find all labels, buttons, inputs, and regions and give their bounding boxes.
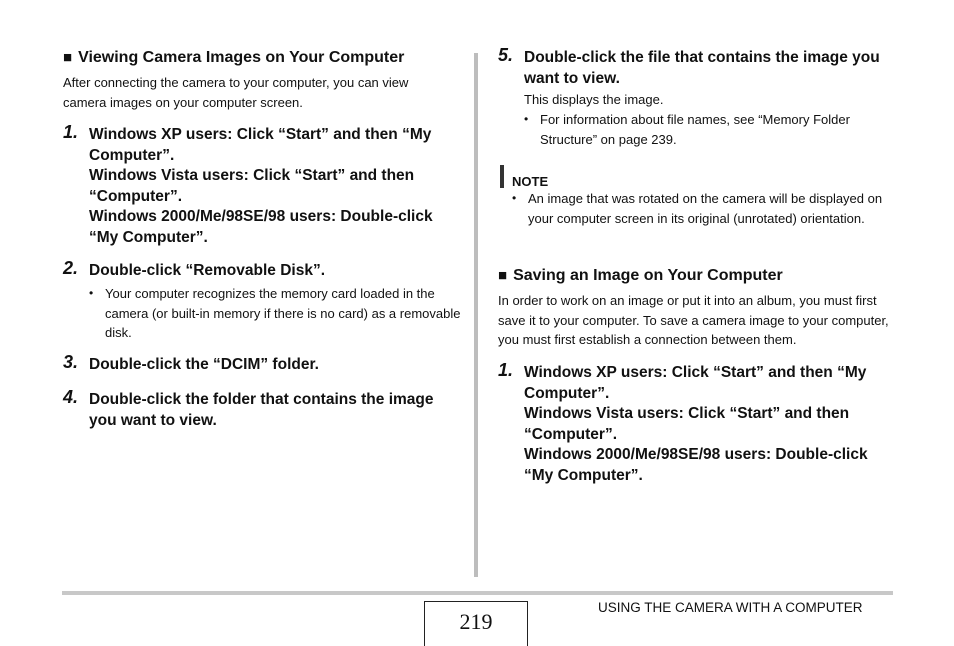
saving-step-line-vista: Windows Vista users: Click “Start” and then “Computer”. bbox=[524, 405, 850, 443]
footer-rule bbox=[62, 591, 893, 595]
step-2-bullet bbox=[89, 284, 461, 343]
step-number: 1. bbox=[63, 122, 79, 142]
step-2-text: Double-click “Removable Disk”. bbox=[89, 262, 326, 279]
step-5-body: This displays the image. bbox=[524, 92, 664, 107]
bullet-text: Your computer recognizes the memory card loaded in the camera (or built-in memory if there is no card) as a removable disk. bbox=[105, 286, 461, 340]
bullet-dot-icon: • bbox=[512, 191, 517, 205]
section-title-viewing bbox=[63, 48, 404, 68]
section-title-text: Saving an Image on Your Computer bbox=[513, 267, 783, 284]
saving-step-line-2000: Windows 2000/Me/98SE/98 users: Double-click “My Computer”. bbox=[524, 446, 868, 484]
step-5 bbox=[498, 45, 893, 89]
saving-intro: In order to work on an image or put it into an album, you must first save it to your computer. To save a camera image to your computer, you must first establish a connection between them. bbox=[498, 293, 889, 347]
step-1-line-vista: Windows Vista users: Click “Start” and then “Computer”. bbox=[89, 167, 415, 205]
note-header bbox=[500, 165, 890, 189]
square-bullet-icon: ■ bbox=[63, 49, 73, 66]
step-3-text: Double-click the “DCIM” folder. bbox=[89, 356, 319, 373]
bullet-dot-icon: • bbox=[524, 112, 529, 126]
step-number: 5. bbox=[498, 45, 514, 65]
column-divider bbox=[474, 53, 478, 577]
step-4 bbox=[63, 387, 463, 431]
note-text: An image that was rotated on the camera will be displayed on your computer screen in its original (unrotated) orientation. bbox=[528, 191, 883, 226]
step-1 bbox=[63, 122, 463, 248]
saving-step-1 bbox=[498, 360, 893, 486]
step-4-text: Double-click the folder that contains the image you want to view. bbox=[89, 391, 434, 429]
section-title-saving bbox=[498, 266, 783, 286]
step-3 bbox=[63, 352, 463, 376]
bullet-dot-icon: • bbox=[89, 286, 94, 300]
note-label: NOTE bbox=[512, 174, 549, 189]
step-1-line-2000: Windows 2000/Me/98SE/98 users: Double-click “My Computer”. bbox=[89, 208, 433, 246]
step-2 bbox=[63, 258, 463, 282]
saving-step-line-xp: Windows XP users: Click “Start” and then “My Computer”. bbox=[524, 364, 867, 402]
bullet-text: For information about file names, see “Memory Folder Structure” on page 239. bbox=[540, 112, 850, 147]
section-title-text: Viewing Camera Images on Your Computer bbox=[78, 49, 405, 66]
intro-paragraph: After connecting the camera to your computer, you can view camera images on your computer screen. bbox=[63, 75, 409, 110]
chapter-title: USING THE CAMERA WITH A COMPUTER bbox=[598, 600, 863, 615]
step-number: 2. bbox=[63, 258, 79, 278]
step-number: 1. bbox=[498, 360, 514, 380]
note-bar-icon bbox=[500, 165, 504, 188]
step-5-text: Double-click the file that contains the image you want to view. bbox=[524, 49, 880, 87]
step-number: 4. bbox=[63, 387, 79, 407]
note-bullet bbox=[512, 189, 890, 228]
square-bullet-icon: ■ bbox=[498, 267, 508, 284]
step-5-bullet bbox=[524, 110, 889, 149]
step-number: 3. bbox=[63, 352, 79, 372]
step-1-line-xp: Windows XP users: Click “Start” and then “My Computer”. bbox=[89, 126, 432, 164]
page-number: 219 bbox=[424, 601, 528, 646]
